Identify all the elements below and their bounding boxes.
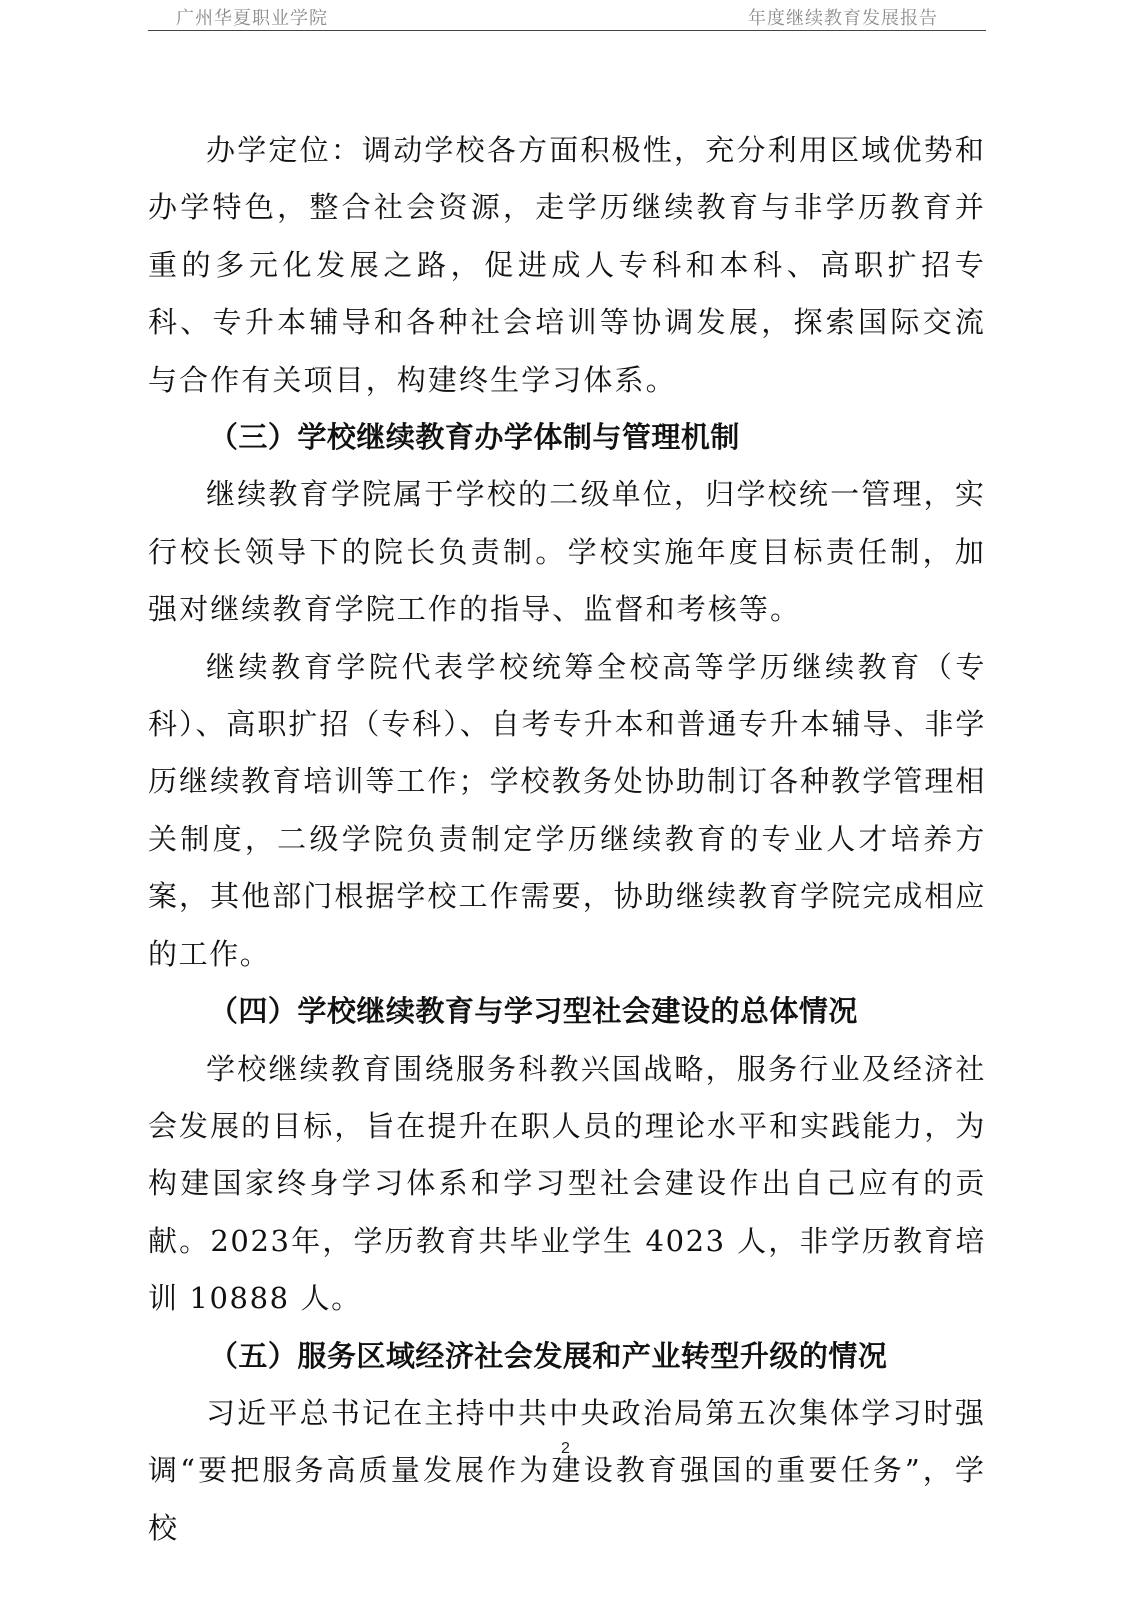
heading-section-4: （四）学校继续教育与学习型社会建设的总体情况 bbox=[208, 994, 858, 1029]
paragraph-coordination: 继续教育学院代表学校统筹全校高等学历继续教育（专科）、高职扩招（专科）、自考专升本和普通专升本辅导、非学历继续教育培训等工作；学校教务处协助制订各种教学管理相关制度，二级学院负责制定学历继续教育的专业人才培养方案，其他部门根据学校工作需要，协助继续教育学院完成相应的工作。 bbox=[148, 649, 986, 971]
header-divider bbox=[148, 30, 986, 31]
paragraph-regional-service: 习近平总书记在主持中共中央政治局第五次集体学习时强调“要把服务高质量发展作为建设教育强国的重要任务”，学校 bbox=[148, 1395, 986, 1545]
header-school-name: 广州华夏职业学院 bbox=[176, 8, 328, 29]
page-number: 2 bbox=[561, 1440, 570, 1457]
header-report-title: 年度继续教育发展报告 bbox=[748, 8, 938, 29]
page-header bbox=[148, 4, 986, 30]
heading-section-3: （三）学校继续教育办学体制与管理机制 bbox=[208, 420, 740, 455]
heading-section-5: （五）服务区域经济社会发展和产业转型升级的情况 bbox=[208, 1338, 888, 1373]
paragraph-learning-society: 学校继续教育围绕服务科教兴国战略，服务行业及经济社会发展的目标，旨在提升在职人员的理论水平和实践能力，为构建国家终身学习体系和学习型社会建设作出自己应有的贡献。2023年，学历教育共毕业学生 4023 人，非学历教育培训 10888 人。 bbox=[148, 1051, 986, 1316]
document-body bbox=[148, 122, 986, 1557]
paragraph-positioning: 办学定位：调动学校各方面积极性，充分利用区域优势和办学特色，整合社会资源，走学历继续教育与非学历教育并重的多元化发展之路，促进成人专科和本科、高职扩招专科、专升本辅导和各种社会培训等协调发展，探索国际交流与合作有关项目，构建终生学习体系。 bbox=[148, 133, 986, 397]
paragraph-management: 继续教育学院属于学校的二级单位，归学校统一管理，实行校长领导下的院长负责制。学校实施年度目标责任制，加强对继续教育学院工作的指导、监督和考核等。 bbox=[148, 477, 986, 627]
